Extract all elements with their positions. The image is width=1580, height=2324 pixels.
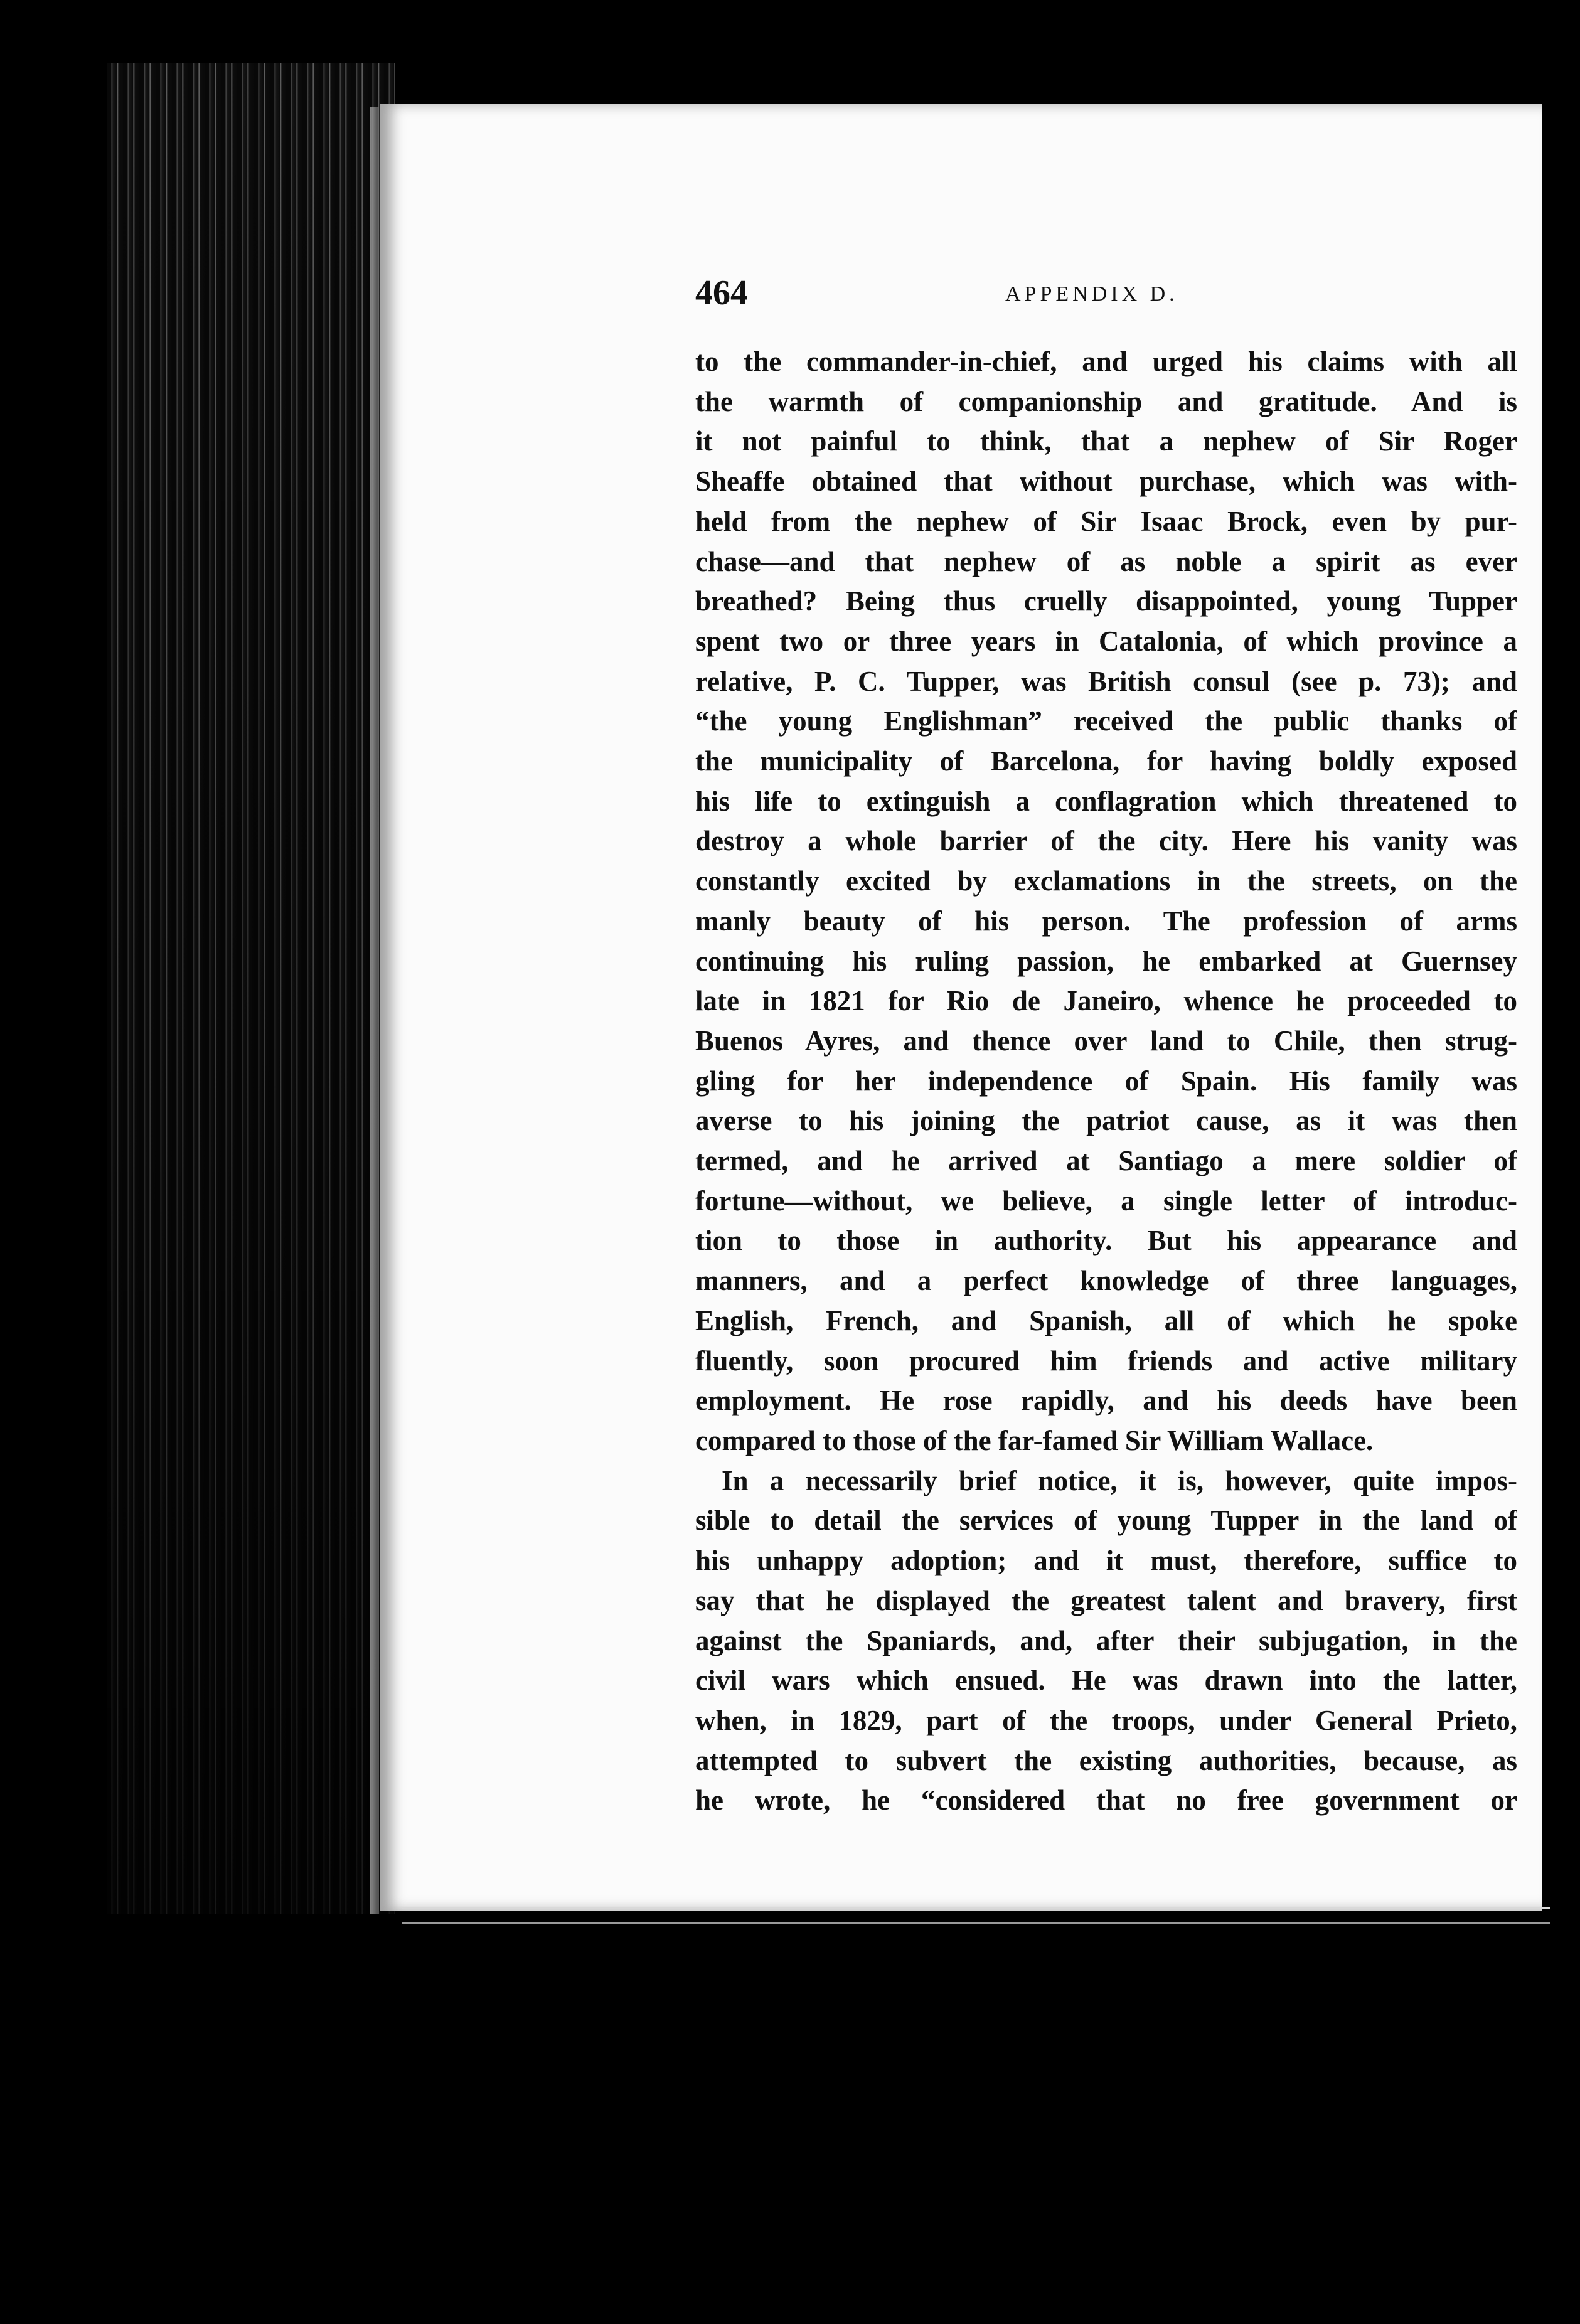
text-line: sible to detail the services of young Tupper in the land of	[695, 1505, 1517, 1537]
text-line: employment. He rose rapidly, and his deeds have been	[695, 1385, 1517, 1417]
running-head: APPENDIX D.	[1005, 282, 1178, 306]
text-line: late in 1821 for Rio de Janeiro, whence he proceeded to	[695, 985, 1517, 1017]
text-line: say that he displayed the greatest talent and bravery, first	[695, 1584, 1517, 1616]
text-line: tion to those in authority. But his appearance and	[695, 1225, 1517, 1257]
text-line: Buenos Ayres, and thence over land to Chile, then strug-	[695, 1025, 1517, 1057]
text-line: his life to extinguish a conflagration which threatened to	[695, 785, 1517, 817]
text-line: termed, and he arrived at Santiago a mere soldier of	[695, 1145, 1517, 1177]
text-line: constantly excited by exclamations in the streets, on the	[695, 865, 1517, 897]
text-line: Sheaffe obtained that without purchase, which was with-	[695, 466, 1517, 498]
text-line: to the commander-in-chief, and urged his claims with all	[695, 346, 1517, 377]
text-line: gling for her independence of Spain. His family was	[695, 1065, 1517, 1097]
text-line: attempted to subvert the existing authorities, because, as	[695, 1744, 1517, 1776]
text-line: the warmth of companionship and gratitude. And is	[695, 385, 1517, 417]
text-line: the municipality of Barcelona, for having boldly exposed	[695, 745, 1517, 777]
text-line: it not painful to think, that a nephew of Sir Roger	[695, 425, 1517, 457]
page-number: 464	[695, 274, 748, 312]
body-text	[695, 342, 1517, 1821]
text-line: fortune—without, we believe, a single letter of introduc-	[695, 1185, 1517, 1217]
text-line: averse to his joining the patriot cause, as it was then	[695, 1105, 1517, 1137]
text-line: “the young Englishman” received the public thanks of	[695, 705, 1517, 737]
text-line: he wrote, he “considered that no free government or	[695, 1784, 1517, 1816]
text-line: manly beauty of his person. The profession of arms	[695, 905, 1517, 937]
text-line: against the Spaniards, and, after their subjugation, in the	[695, 1624, 1517, 1656]
text-line: when, in 1829, part of the troops, under General Prieto,	[695, 1704, 1517, 1736]
page-header	[695, 271, 1220, 315]
text-line: compared to those of the far-famed Sir William Wallace.	[695, 1424, 1374, 1456]
text-line: destroy a whole barrier of the city. Here his vanity was	[695, 825, 1517, 857]
text-line: civil wars which ensued. He was drawn into the latter,	[695, 1665, 1517, 1697]
text-line: spent two or three years in Catalonia, of which province a	[695, 625, 1517, 657]
text-line: breathed? Being thus cruelly disappointed, young Tupper	[695, 585, 1517, 617]
text-line: manners, and a perfect knowledge of three languages,	[695, 1265, 1517, 1297]
text-line: English, French, and Spanish, all of which he spoke	[695, 1304, 1517, 1336]
text-line: relative, P. C. Tupper, was British consul (see p. 73); and	[695, 665, 1517, 697]
page-edge-highlight	[370, 107, 379, 1914]
text-line: chase—and that nephew of as noble a spirit as ever	[695, 545, 1517, 577]
text-line: fluently, soon procured him friends and active military	[695, 1345, 1517, 1377]
text-line: his unhappy adoption; and it must, therefore, suffice to	[695, 1545, 1517, 1577]
book-page-edges	[107, 63, 395, 1914]
page-bottom-edge	[402, 1907, 1550, 1924]
text-line: held from the nephew of Sir Isaac Brock, even by pur-	[695, 505, 1517, 537]
text-line: continuing his ruling passion, he embarked at Guernsey	[695, 945, 1517, 977]
text-line: In a necessarily brief notice, it is, however, quite impos-	[722, 1464, 1517, 1496]
